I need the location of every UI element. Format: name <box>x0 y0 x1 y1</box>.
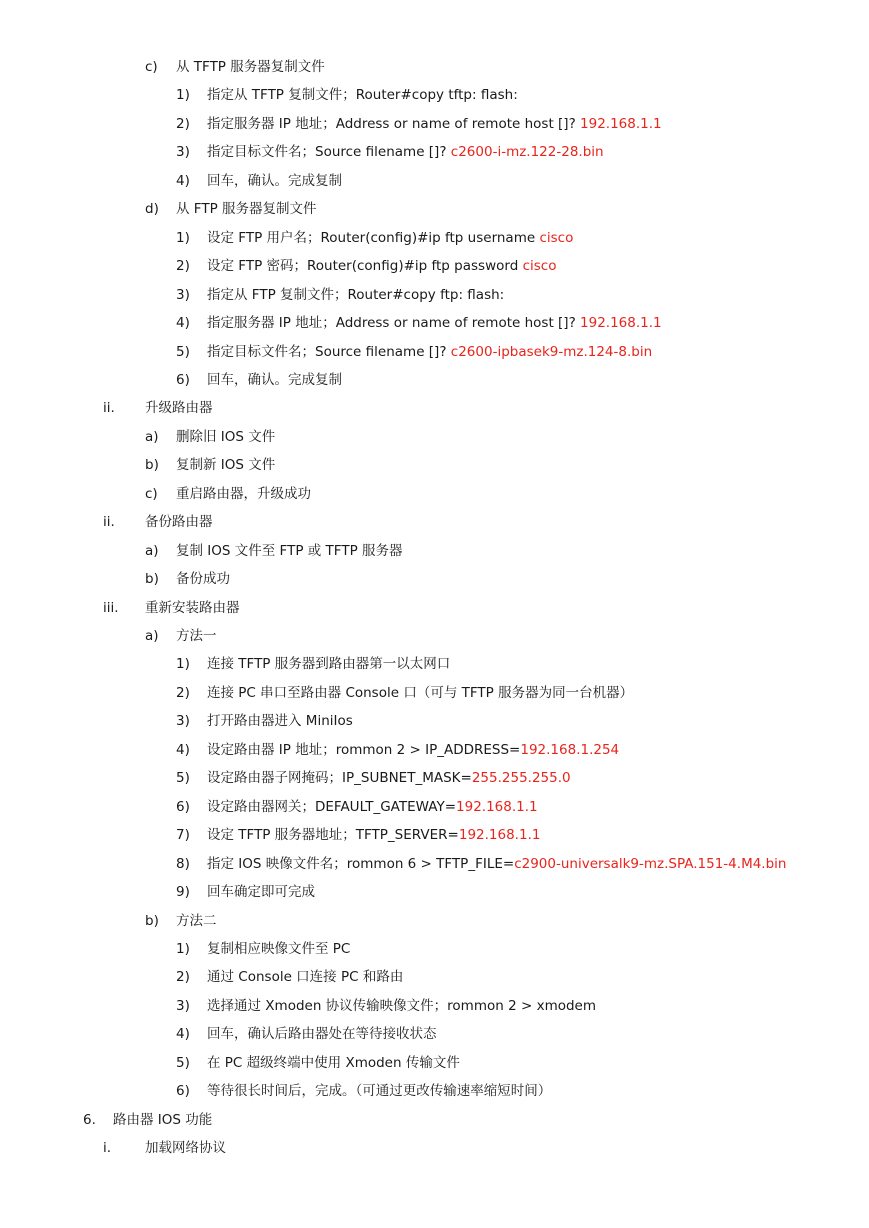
list-marker: 6) <box>176 799 190 815</box>
list-marker: 4) <box>176 173 190 189</box>
list-marker: c) <box>145 59 158 75</box>
list-item-text <box>207 172 342 190</box>
item-text: 回车，确认。完成复制 <box>207 372 342 388</box>
highlighted-value: 192.168.1.1 <box>580 315 662 331</box>
highlighted-value: c2600-ipbasek9-mz.124-8.bin <box>450 344 653 360</box>
item-text: 从 TFTP 服务器复制文件 <box>176 59 325 75</box>
highlighted-value: 192.168.1.1 <box>456 799 538 815</box>
list-marker: iii. <box>103 600 119 616</box>
list-item-text <box>207 229 573 247</box>
list-marker: 6) <box>176 1083 190 1099</box>
list-item-text <box>207 883 315 901</box>
list-item-text <box>145 599 240 617</box>
list-item-text <box>176 570 230 588</box>
item-text: 等待很长时间后，完成。（可通过更改传输速率缩短时间） <box>207 1083 552 1099</box>
list-item-text <box>207 684 633 702</box>
list-marker: 4) <box>176 1026 190 1042</box>
list-marker: ii. <box>103 400 115 416</box>
item-text: 设定路由器 IP 地址；rommon 2 > IP_ADDRESS= <box>207 742 521 758</box>
item-text: 在 PC 超级终端中使用 Xmoden 传输文件 <box>207 1055 460 1071</box>
list-marker: b) <box>145 457 159 473</box>
list-item-text <box>207 997 596 1015</box>
list-item-text <box>145 399 213 417</box>
list-marker: 3) <box>176 713 190 729</box>
item-text: 复制相应映像文件至 PC <box>207 941 351 957</box>
list-marker: b) <box>145 571 159 587</box>
list-marker: 3) <box>176 144 190 160</box>
list-item-text <box>207 1082 551 1100</box>
highlighted-value: 192.168.1.1 <box>580 116 662 132</box>
highlighted-value: cisco <box>522 258 557 274</box>
list-marker: d) <box>145 201 159 217</box>
list-item-text <box>176 627 217 645</box>
item-text: 设定路由器子网掩码；IP_SUBNET_MASK= <box>207 770 472 786</box>
list-marker: 2) <box>176 258 190 274</box>
item-text: 从 FTP 服务器复制文件 <box>176 201 317 217</box>
item-text: 打开路由器进入 MiniIos <box>207 713 353 729</box>
item-text: 回车，确认后路由器处在等待接收状态 <box>207 1026 437 1042</box>
list-marker: 5) <box>176 1055 190 1071</box>
item-text: 设定 FTP 用户名；Router(config)#ip ftp username <box>207 230 540 246</box>
list-item-text <box>145 1139 226 1157</box>
list-marker: 3) <box>176 287 190 303</box>
item-text: 备份成功 <box>176 571 230 587</box>
list-item-text <box>207 314 662 332</box>
item-text: 连接 PC 串口至路由器 Console 口（可与 TFTP 服务器为同一台机器） <box>207 685 634 701</box>
item-text: 设定 FTP 密码；Router(config)#ip ftp password <box>207 258 523 274</box>
list-marker: c) <box>145 486 158 502</box>
item-text: 加载网络协议 <box>145 1140 226 1156</box>
item-text: 重启路由器，升级成功 <box>176 486 311 502</box>
highlighted-value: 255.255.255.0 <box>471 770 571 786</box>
item-text: 设定 TFTP 服务器地址；TFTP_SERVER= <box>207 827 459 843</box>
item-text: 指定目标文件名；Source filename []? <box>207 144 451 160</box>
list-marker: 1) <box>176 941 190 957</box>
item-text: 指定目标文件名；Source filename []? <box>207 344 451 360</box>
list-item-text <box>207 826 540 844</box>
item-text: 连接 TFTP 服务器到路由器第一以太网口 <box>207 656 451 672</box>
list-item-text <box>145 513 213 531</box>
list-item-text <box>207 286 504 304</box>
list-marker: 9) <box>176 884 190 900</box>
list-item-text <box>207 115 662 133</box>
list-item-text <box>207 855 786 873</box>
item-text: 备份路由器 <box>145 514 213 530</box>
highlighted-value: 192.168.1.1 <box>458 827 541 843</box>
list-item-text <box>207 968 403 986</box>
list-item-text <box>207 940 350 958</box>
list-marker: 4) <box>176 315 190 331</box>
list-marker: a) <box>145 429 159 445</box>
list-item-text <box>113 1111 212 1129</box>
list-item-text <box>176 542 403 560</box>
highlighted-value: c2600-i-mz.122-28.bin <box>450 144 604 160</box>
list-item-text <box>207 371 342 389</box>
list-marker: 2) <box>176 685 190 701</box>
list-item-text <box>207 798 538 816</box>
item-text: 重新安装路由器 <box>145 600 240 616</box>
item-text: 复制 IOS 文件至 FTP 或 TFTP 服务器 <box>176 543 403 559</box>
list-marker: 6) <box>176 372 190 388</box>
list-marker: 5) <box>176 770 190 786</box>
list-marker: a) <box>145 628 159 644</box>
list-marker: 1) <box>176 230 190 246</box>
item-text: 指定 IOS 映像文件名；rommon 6 > TFTP_FILE= <box>207 856 515 872</box>
list-marker: 5) <box>176 344 190 360</box>
list-item-text <box>176 912 217 930</box>
list-marker: 1) <box>176 87 190 103</box>
item-text: 回车，确认。完成复制 <box>207 173 342 189</box>
list-item-text <box>207 769 571 787</box>
list-item-text <box>176 200 317 218</box>
item-text: 指定服务器 IP 地址；Address or name of remote host []? <box>207 315 581 331</box>
list-marker: 2) <box>176 116 190 132</box>
list-marker: b) <box>145 913 159 929</box>
list-item-text <box>207 655 450 673</box>
list-marker: 3) <box>176 998 190 1014</box>
list-marker: 2) <box>176 969 190 985</box>
list-item-text <box>207 712 353 730</box>
highlighted-value: cisco <box>539 230 574 246</box>
list-item-text <box>176 428 275 446</box>
highlighted-value: 192.168.1.254 <box>520 742 620 758</box>
list-item-text <box>176 456 275 474</box>
item-text: 指定从 TFTP 复制文件；Router#copy tftp: flash: <box>207 87 518 103</box>
list-marker: 8) <box>176 856 190 872</box>
item-text: 回车确定即可完成 <box>207 884 315 900</box>
list-marker: i. <box>103 1140 112 1156</box>
item-text: 通过 Console 口连接 PC 和路由 <box>207 969 404 985</box>
list-item-text <box>207 86 518 104</box>
item-text: 设定路由器网关；DEFAULT_GATEWAY= <box>207 799 457 815</box>
highlighted-value: c2900-universalk9-mz.SPA.151-4.M4.bin <box>514 856 787 872</box>
list-item-text <box>176 485 311 503</box>
list-item-text <box>207 1054 460 1072</box>
item-text: 指定从 FTP 复制文件；Router#copy ftp: flash: <box>207 287 505 303</box>
item-text: 升级路由器 <box>145 400 213 416</box>
item-text: 复制新 IOS 文件 <box>176 457 276 473</box>
item-text: 方法二 <box>176 913 217 929</box>
list-marker: 6. <box>83 1112 96 1128</box>
list-item-text <box>176 58 325 76</box>
item-text: 选择通过 Xmoden 协议传输映像文件；rommon 2 > xmodem <box>207 998 597 1014</box>
list-item-text <box>207 257 556 275</box>
list-marker: 4) <box>176 742 190 758</box>
item-text: 指定服务器 IP 地址；Address or name of remote host []? <box>207 116 581 132</box>
list-item-text <box>207 143 604 161</box>
list-marker: 7) <box>176 827 190 843</box>
list-marker: a) <box>145 543 159 559</box>
list-marker: 1) <box>176 656 190 672</box>
item-text: 方法一 <box>176 628 217 644</box>
list-item-text <box>207 1025 437 1043</box>
item-text: 删除旧 IOS 文件 <box>176 429 276 445</box>
list-marker: ii. <box>103 514 115 530</box>
item-text: 路由器 IOS 功能 <box>113 1112 213 1128</box>
list-item-text <box>207 343 652 361</box>
list-item-text <box>207 741 619 759</box>
